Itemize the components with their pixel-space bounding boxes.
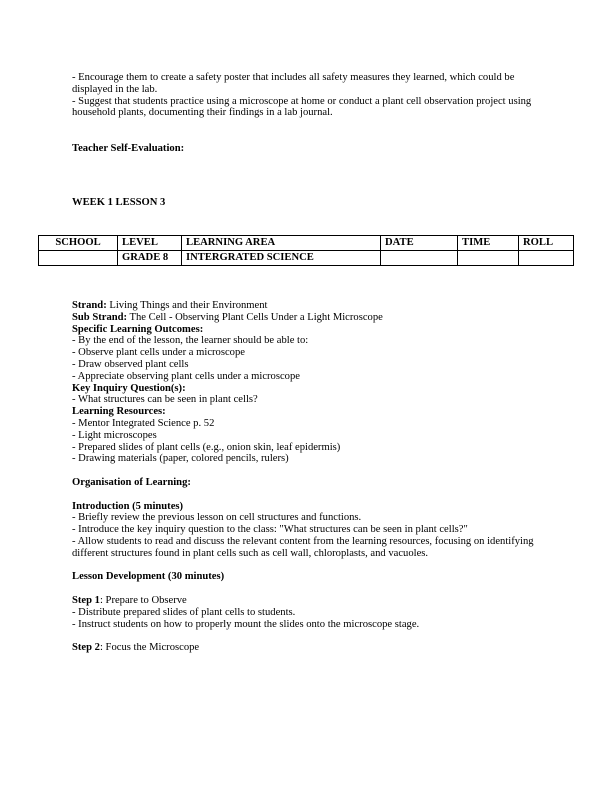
table-header-row: [39, 236, 574, 251]
header-time: TIME: [458, 236, 519, 251]
outcome-item: - Draw observed plant cells: [72, 358, 189, 370]
cell-level: GRADE 8: [118, 251, 182, 266]
outcome-item: - Appreciate observing plant cells under a microscope: [72, 370, 300, 382]
lesson-meta-table: [38, 235, 574, 266]
cell-roll: [519, 251, 574, 266]
outcomes-heading: Specific Learning Outcomes:: [72, 323, 204, 335]
step1-label: Step 1: [72, 594, 100, 606]
strand-value: Living Things and their Environment: [106, 300, 268, 311]
outcome-item: - Observe plant cells under a microscope: [72, 347, 245, 359]
step2-title: : Focus the Microscope: [99, 642, 200, 654]
resource-item: - Light microscopes: [72, 429, 157, 441]
header-roll: ROLL: [519, 236, 574, 251]
intro-item: - Introduce the key inquiry question to the class: "What structures can be seen in plant cells?": [72, 524, 468, 536]
week-heading: WEEK 1 LESSON 3: [72, 197, 166, 208]
inquiry-heading: Key Inquiry Question(s):: [72, 382, 186, 394]
step1-title: : Prepare to Observe: [99, 594, 187, 606]
cell-learning-area: INTERGRATED SCIENCE: [182, 251, 381, 266]
development-heading: Lesson Development (30 minutes): [72, 571, 225, 583]
table-row: [39, 251, 574, 266]
outcome-item: - By the end of the lesson, the learner should be able to:: [72, 335, 309, 347]
step1-item: - Instruct students on how to properly mount the slides onto the microscope stage.: [72, 618, 420, 630]
resource-item: - Drawing materials (paper, colored pencils, rulers): [72, 453, 289, 465]
resource-item: - Prepared slides of plant cells (e.g., onion skin, leaf epidermis): [72, 441, 341, 453]
substrand-line: [72, 312, 550, 324]
strand-label: Strand:: [72, 300, 107, 311]
top-notes: [72, 72, 550, 119]
header-level: LEVEL: [118, 236, 182, 251]
organisation-heading: Organisation of Learning:: [72, 476, 191, 488]
inquiry-item: - What structures can be seen in plant cells?: [72, 394, 258, 406]
lesson-body: [72, 300, 550, 654]
step2-label: Step 2: [72, 642, 100, 654]
header-school: SCHOOL: [39, 236, 118, 251]
header-learning-area: LEARNING AREA: [182, 236, 381, 251]
cell-school: [39, 251, 118, 266]
resources-heading: Learning Resources:: [72, 406, 166, 418]
substrand-label: Sub Strand:: [72, 311, 128, 323]
intro-item: - Allow students to read and discuss the relevant content from the learning resources, focusing on identifying different structures found in plant cells such as cell wall, chloroplasts, and vacuoles.: [72, 535, 534, 559]
substrand-value: The Cell - Observing Plant Cells Under a Light Microscope: [127, 311, 383, 323]
top-note-1: - Encourage them to create a safety poster that includes all safety measures they learned, which could be displayed in the lab.: [72, 72, 515, 95]
self-evaluation-heading: Teacher Self-Evaluation:: [72, 143, 185, 154]
cell-date: [381, 251, 458, 266]
intro-item: - Briefly review the previous lesson on cell structures and functions.: [72, 512, 362, 524]
step1-item: - Distribute prepared slides of plant cells to students.: [72, 606, 296, 618]
top-note-2: - Suggest that students practice using a microscope at home or conduct a plant cell observation project using household plants, documenting their findings in a lab journal.: [72, 95, 532, 119]
step1-line: [72, 595, 550, 607]
resource-item: - Mentor Integrated Science p. 52: [72, 417, 215, 429]
header-date: DATE: [381, 236, 458, 251]
introduction-heading: Introduction (5 minutes): [72, 500, 184, 512]
self-evaluation-section: [72, 143, 550, 155]
strand-line: [72, 300, 550, 312]
week-section: [72, 197, 550, 209]
cell-time: [458, 251, 519, 266]
step2-line: [72, 642, 550, 654]
